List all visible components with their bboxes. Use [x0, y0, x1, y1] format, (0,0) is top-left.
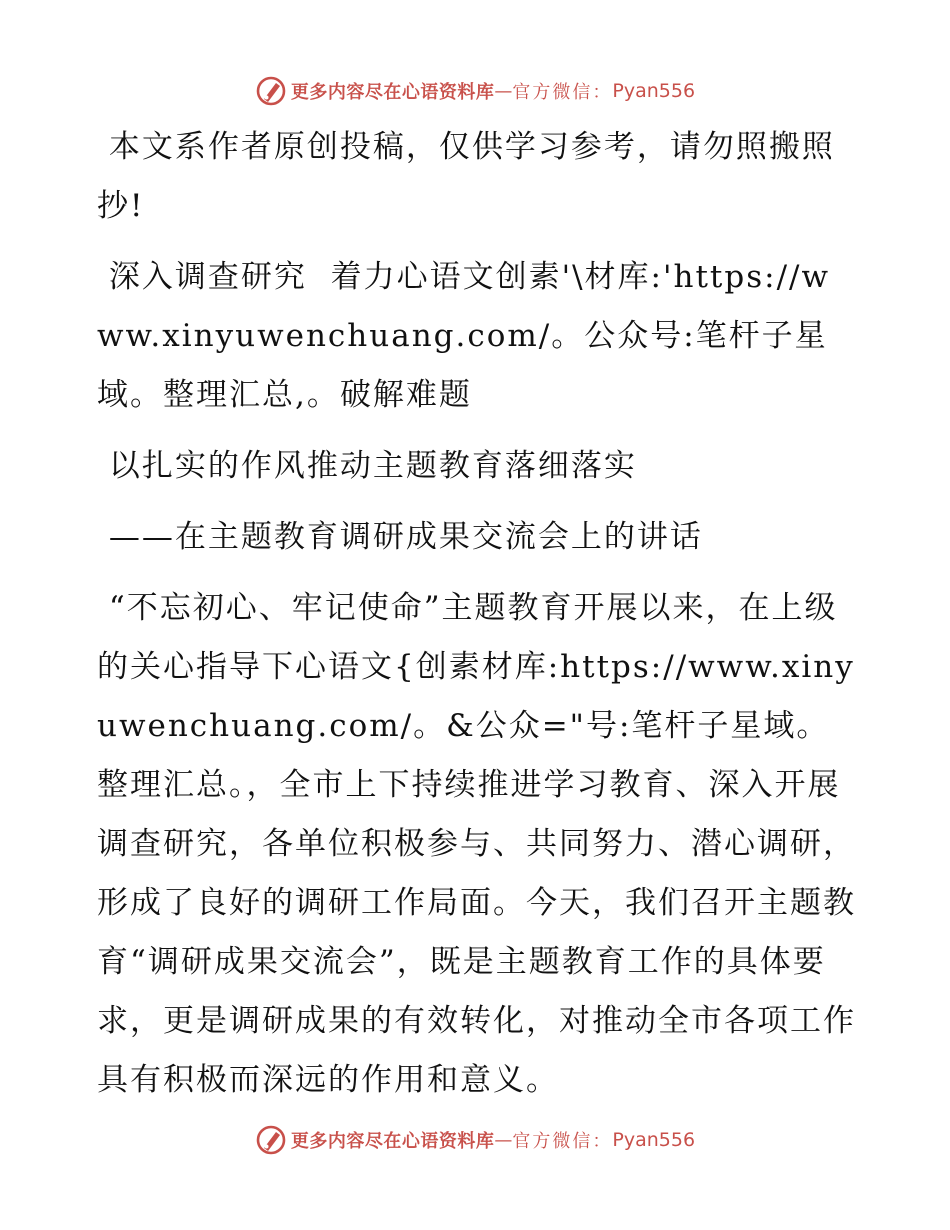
- footer-banner: [0, 1122, 950, 1158]
- banner-dash: —: [494, 1129, 513, 1151]
- disclaimer-paragraph: 本文系作者原创投稿，仅供学习参考，请勿照搬照抄!: [97, 129, 835, 224]
- body-paragraph: “不忘初心、牢记使命”主题教育开展以来，在上级的关心指导下心语文{创素材库:https://www.xinyuwenchuang.com/。&公众="号:笔杆子星域。整理汇总。，全市上下持续推进学习教育、深入开展调查研究，各单位积极参与、共同努力、潜心调研，形成了良好的调研工作局面。今天，我们召开主题教育“调研成果交流会”，既是主题教育工作的具体要求，更是调研成果的有效转化，对推动全市各项工作具有积极而深远的作用和意义。: [97, 590, 856, 1098]
- banner-wechat-id: Pyan556: [612, 1129, 696, 1151]
- banner-wechat-label: 官方微信：: [512, 1131, 613, 1152]
- banner-wechat-id: Pyan556: [612, 80, 696, 102]
- source-ad-paragraph: 深入调查研究 着力心语文创素'\材库:'https://www.xinyuwenchuang.com/。公众号:笔杆子星域。整理汇总,。破解难题: [97, 259, 830, 413]
- document-title: 以扎实的作风推动主题教育落细落实: [97, 448, 637, 484]
- document-subtitle: ——在主题教育调研成果交流会上的讲话: [97, 519, 703, 555]
- banner-wechat-label: 官方微信：: [512, 82, 613, 103]
- banner-brand-text: 更多内容尽在心语资料库: [290, 1131, 495, 1152]
- banner-dash: —: [494, 80, 513, 102]
- banner-brand-text: 更多内容尽在心语资料库: [290, 82, 495, 103]
- pen-nib-logo-icon: [255, 75, 287, 107]
- header-banner: [0, 73, 950, 109]
- pen-nib-logo-icon: [255, 1124, 287, 1156]
- document-body: [97, 118, 857, 1110]
